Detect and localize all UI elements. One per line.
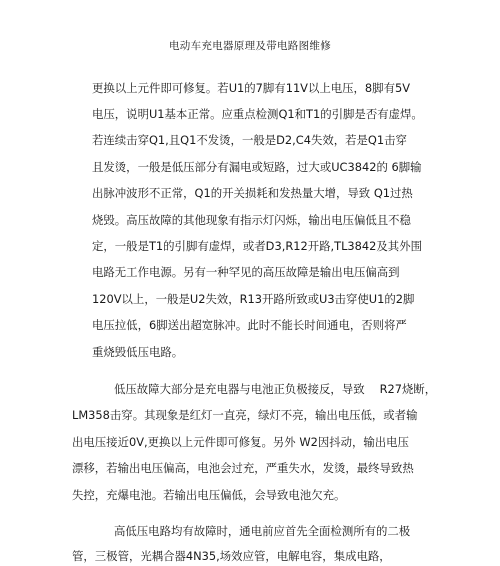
text-line: 低压故障大部分是充电器与电池正负极接反，导致 R27烧断， xyxy=(114,382,437,396)
text-line: 且发烫，一般是低压部分有漏电或短路，过大或UC3842的 6脚输 xyxy=(92,160,422,174)
document-title: 电动车充电器原理及带电路图维修 xyxy=(169,40,331,52)
text-line: 更换以上元件即可修复。若U1的7脚有11V以上电压，8脚有5V xyxy=(92,81,410,95)
text-line: 120V以上，一般是U2失效，R13开路所致或U3击穿使U1的2脚 xyxy=(92,292,415,306)
text-line: 重烧毁低压电路。 xyxy=(92,345,184,359)
text-line: 出电压接近0V,更换以上元件即可修复。另外 W2因抖动，输出电压 xyxy=(72,435,409,449)
text-line: 出脉冲波形不正常，Q1的开关损耗和发热量大增，导致 Q1过热 xyxy=(92,186,413,200)
text-line: 失控，充爆电池。若输出电压偏低，会导致电池欠充。 xyxy=(72,488,346,502)
text-line: 管，三极管，光耦合器4N35,场效应管，电解电容，集成电路， xyxy=(72,549,391,563)
text-line: 漂移，若输出电压偏高，电池会过充，严重失水，发烫，最终导致热 xyxy=(72,461,414,475)
text-line: 若连续击穿Q1,且Q1不发烫，一般是D2,C4失效，若是Q1击穿 xyxy=(92,133,407,147)
text-line: LM358击穿。其现象是红灯一直亮，绿灯不亮，输出电压低，或者输 xyxy=(72,408,418,422)
text-line: 高低压电路均有故障时，通电前应首先全面检测所有的二极 xyxy=(114,524,411,538)
text-line: 烧毁。高压故障的其他现象有指示灯闪烁，输出电压偏低且不稳 xyxy=(92,213,411,227)
text-line: 电路无工作电源。另有一种罕见的高压故障是输出电压偏高到 xyxy=(92,265,400,279)
text-line: 电压，说明U1基本正常。应重点检测Q1和T1的引脚是否有虚焊。 xyxy=(92,107,423,121)
text-line: 定，一般是T1的引脚有虚焊，或者D3,R12开路,TL3842及其外围 xyxy=(92,239,422,253)
text-line: 电压拉低，6脚送出超宽脉冲。此时不能长时间通电，否则将严 xyxy=(92,318,407,332)
